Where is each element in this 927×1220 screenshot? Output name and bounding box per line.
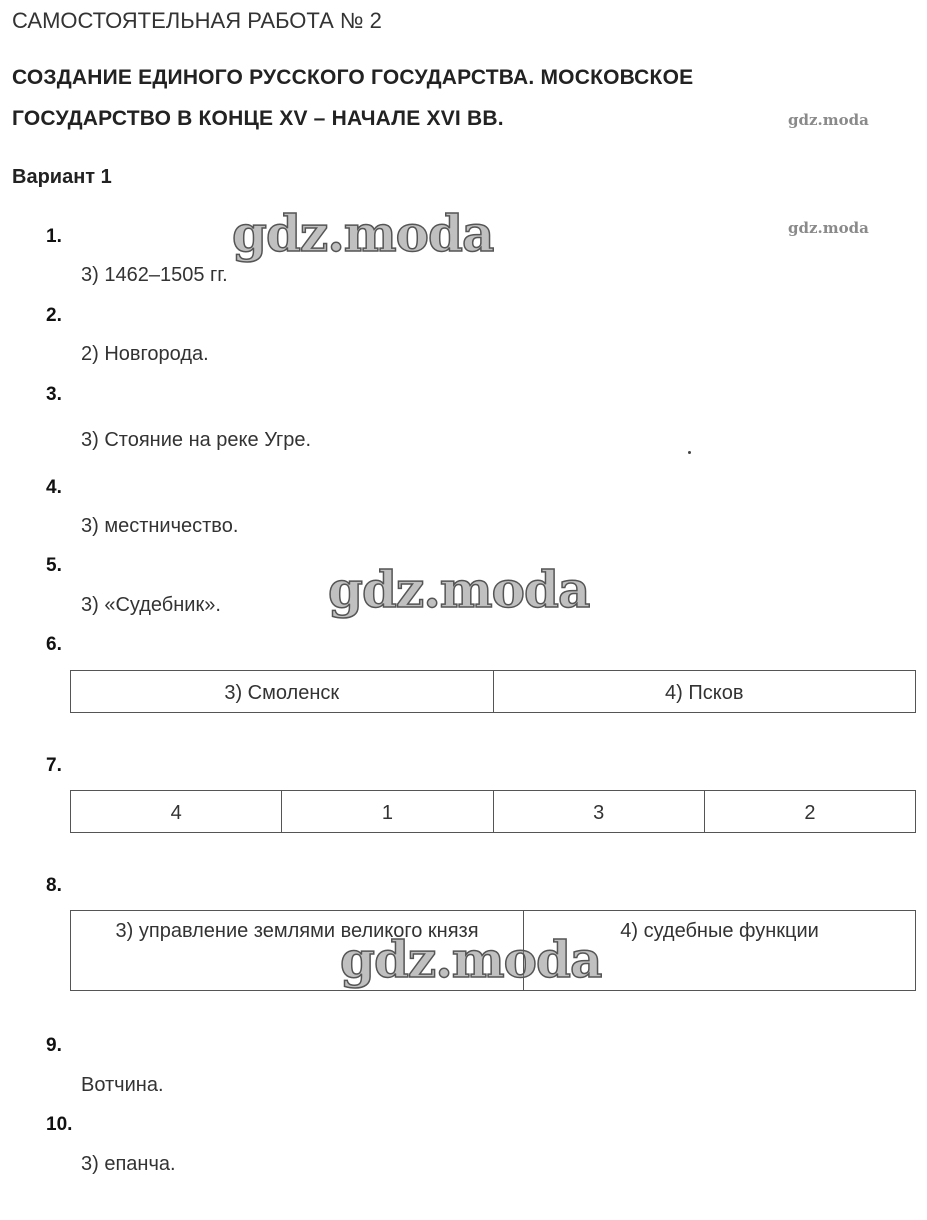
question-number: 7. <box>46 755 62 776</box>
answer-text: 3) епанча. <box>81 1153 176 1175</box>
answer-text: 3) 1462–1505 гг. <box>81 264 228 286</box>
answer-text: 3) Стояние на реке Угре. <box>81 429 312 451</box>
watermark-large: gdz.moda <box>340 930 602 989</box>
page-title: САМОСТОЯТЕЛЬНАЯ РАБОТА № 2 <box>12 8 382 33</box>
question-number: 10. <box>46 1114 73 1135</box>
answer-cell: 3) Смоленск <box>71 671 494 713</box>
topic-heading-line-1: СОЗДАНИЕ ЕДИНОГО РУССКОГО ГОСУДАРСТВА. МОСКОВСКОЕ <box>12 66 694 89</box>
topic-heading-line-2: ГОСУДАРСТВО В КОНЦЕ XV – НАЧАЛЕ XVI ВВ. <box>12 107 504 130</box>
watermark-small: gdz.moda <box>788 111 869 129</box>
answer-cell: 4 <box>71 791 282 833</box>
answer-cell: 4) судебные функции <box>524 911 916 991</box>
question-number: 1. <box>46 226 62 247</box>
question-number: 5. <box>46 555 62 576</box>
answer-table <box>70 670 916 713</box>
question-number: 2. <box>46 305 62 326</box>
answer-text: 2) Новгорода. <box>81 343 209 365</box>
answer-table <box>70 790 916 833</box>
question-number: 4. <box>46 477 62 498</box>
watermark-large: gdz.moda <box>232 204 494 263</box>
answer-text: Вотчина. <box>81 1074 164 1096</box>
answer-cell: 2 <box>704 791 915 833</box>
answer-text: 3) местничество. <box>81 515 239 537</box>
question-number: 8. <box>46 875 62 896</box>
question-number: 6. <box>46 634 62 655</box>
watermark-large: gdz.moda <box>328 560 590 619</box>
stray-dot <box>688 451 691 454</box>
watermark-small: gdz.moda <box>788 219 869 237</box>
answer-text: 3) «Судебник». <box>81 594 221 616</box>
answer-cell: 1 <box>282 791 493 833</box>
answer-cell: 3) управление землями великого князя <box>71 911 524 991</box>
variant-heading: Вариант 1 <box>12 166 112 188</box>
answer-cell: 4) Псков <box>493 671 916 713</box>
answer-cell: 3 <box>493 791 704 833</box>
question-number: 3. <box>46 384 62 405</box>
question-number: 9. <box>46 1035 62 1056</box>
